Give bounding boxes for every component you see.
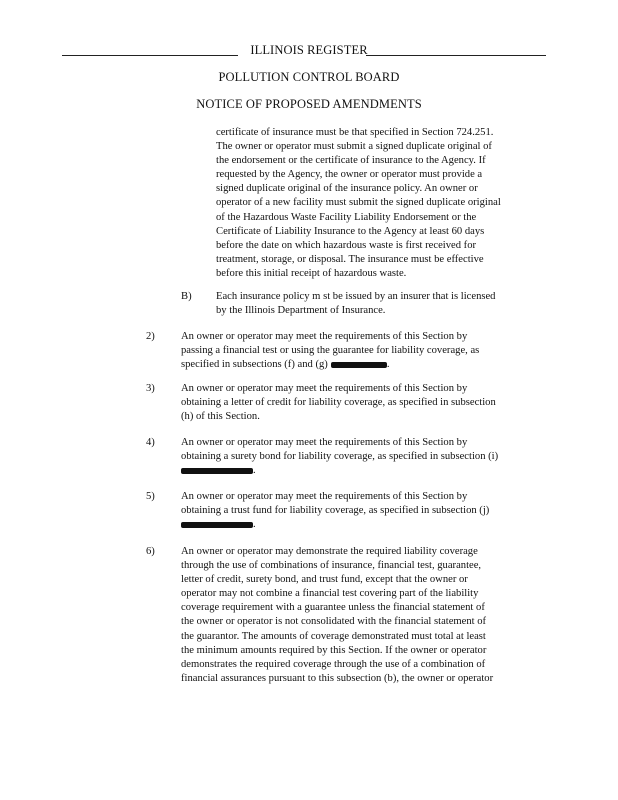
item-b-label: B) bbox=[181, 291, 192, 302]
text-line bbox=[181, 464, 498, 478]
text-line: coverage requirement with a guarantee unless the financial statement of bbox=[181, 602, 485, 614]
text-line: obtaining a surety bond for liability coverage, as specified in subsection (i) bbox=[181, 451, 499, 463]
item-6-label: 6) bbox=[146, 546, 155, 557]
text-line: Each insurance policy m st be issued by an insurer that is licensed bbox=[216, 291, 496, 302]
board-title: POLLUTION CONTROL BOARD bbox=[218, 70, 400, 84]
text-line: (h) of this Section. bbox=[181, 411, 260, 423]
text-line: of the Hazardous Waste Facility Liability Endorsement or the bbox=[216, 211, 477, 223]
redaction-mark bbox=[181, 522, 253, 528]
text-line: the minimum amounts required by this Section. If the owner or operator bbox=[181, 644, 487, 656]
text-line: An owner or operator may meet the requirements of this Section by bbox=[181, 331, 468, 342]
text-line: Certificate of Liability Insurance to the Agency at least 60 days bbox=[216, 225, 485, 237]
item-3-label: 3) bbox=[146, 383, 155, 394]
text-line: passing a financial test or using the guarantee for liability coverage, as bbox=[181, 345, 480, 357]
item-2-label: 2) bbox=[146, 331, 155, 342]
continuation-paragraph bbox=[216, 126, 501, 281]
text-line: obtaining a letter of credit for liability coverage, as specified in subsection bbox=[181, 397, 496, 409]
item-4-text bbox=[181, 436, 498, 478]
text-line: obtaining a trust fund for liability coverage, as specified in subsection (j) bbox=[181, 505, 490, 517]
text-line: through the use of combinations of insurance, financial test, guarantee, bbox=[181, 560, 482, 572]
text-line: before this initial receipt of hazardous waste. bbox=[216, 267, 407, 279]
text-line: requested by the Agency, the owner or operator must provide a bbox=[216, 169, 483, 181]
text-fragment: . bbox=[386, 359, 390, 371]
text-line: certificate of insurance must be that specified in Section 724.251. bbox=[216, 127, 494, 138]
text-line bbox=[181, 358, 479, 372]
text-line: demonstrates the required coverage through the use of a combination of bbox=[181, 658, 486, 670]
text-line: before the date on which hazardous waste is first received for bbox=[216, 239, 477, 251]
text-line: An owner or operator may meet the requirements of this Section by bbox=[181, 383, 468, 394]
text-line: operator may not combine a financial test covering part of the liability bbox=[181, 588, 479, 600]
text-line: An owner or operator may demonstrate the required liability coverage bbox=[181, 546, 478, 557]
text-fragment: specified in subsections (f) and (g) bbox=[181, 359, 328, 371]
register-title: ILLINOIS REGISTER bbox=[250, 43, 368, 57]
item-b-text bbox=[216, 290, 495, 318]
text-fragment: . bbox=[253, 465, 256, 477]
text-line: An owner or operator may meet the requirements of this Section by bbox=[181, 437, 468, 448]
item-3-text bbox=[181, 382, 496, 424]
text-line bbox=[181, 518, 489, 532]
text-line: financial assurances pursuant to this subsection (b), the owner or operator bbox=[181, 672, 494, 684]
text-line: operator of a new facility must submit the signed duplicate original bbox=[216, 197, 501, 209]
item-5-text bbox=[181, 490, 489, 532]
item-4-label: 4) bbox=[146, 437, 155, 448]
item-2-text bbox=[181, 330, 479, 372]
item-5-label: 5) bbox=[146, 491, 155, 502]
text-line: the owner or operator is not consolidated with the financial statement of bbox=[181, 616, 487, 628]
notice-title: NOTICE OF PROPOSED AMENDMENTS bbox=[196, 97, 422, 111]
item-6-text bbox=[181, 545, 493, 686]
text-fragment: . bbox=[253, 519, 256, 531]
redaction-mark bbox=[181, 468, 253, 474]
text-line: The owner or operator must submit a signed duplicate original of bbox=[216, 141, 492, 153]
text-line: treatment, storage, or disposal. The insurance must be effective bbox=[216, 253, 484, 265]
text-line: An owner or operator may meet the requirements of this Section by bbox=[181, 491, 468, 502]
text-line: signed duplicate original of the insurance policy. An owner or bbox=[216, 183, 478, 195]
redaction-mark bbox=[331, 362, 387, 368]
text-line: the guarantor. The amounts of coverage demonstrated must total at least bbox=[181, 630, 486, 642]
text-line: by the Illinois Department of Insurance. bbox=[216, 305, 386, 317]
text-line: the endorsement or the certificate of insurance to the Agency. If bbox=[216, 155, 486, 167]
text-line: letter of credit, surety bond, and trust fund, except that the owner or bbox=[181, 574, 468, 586]
